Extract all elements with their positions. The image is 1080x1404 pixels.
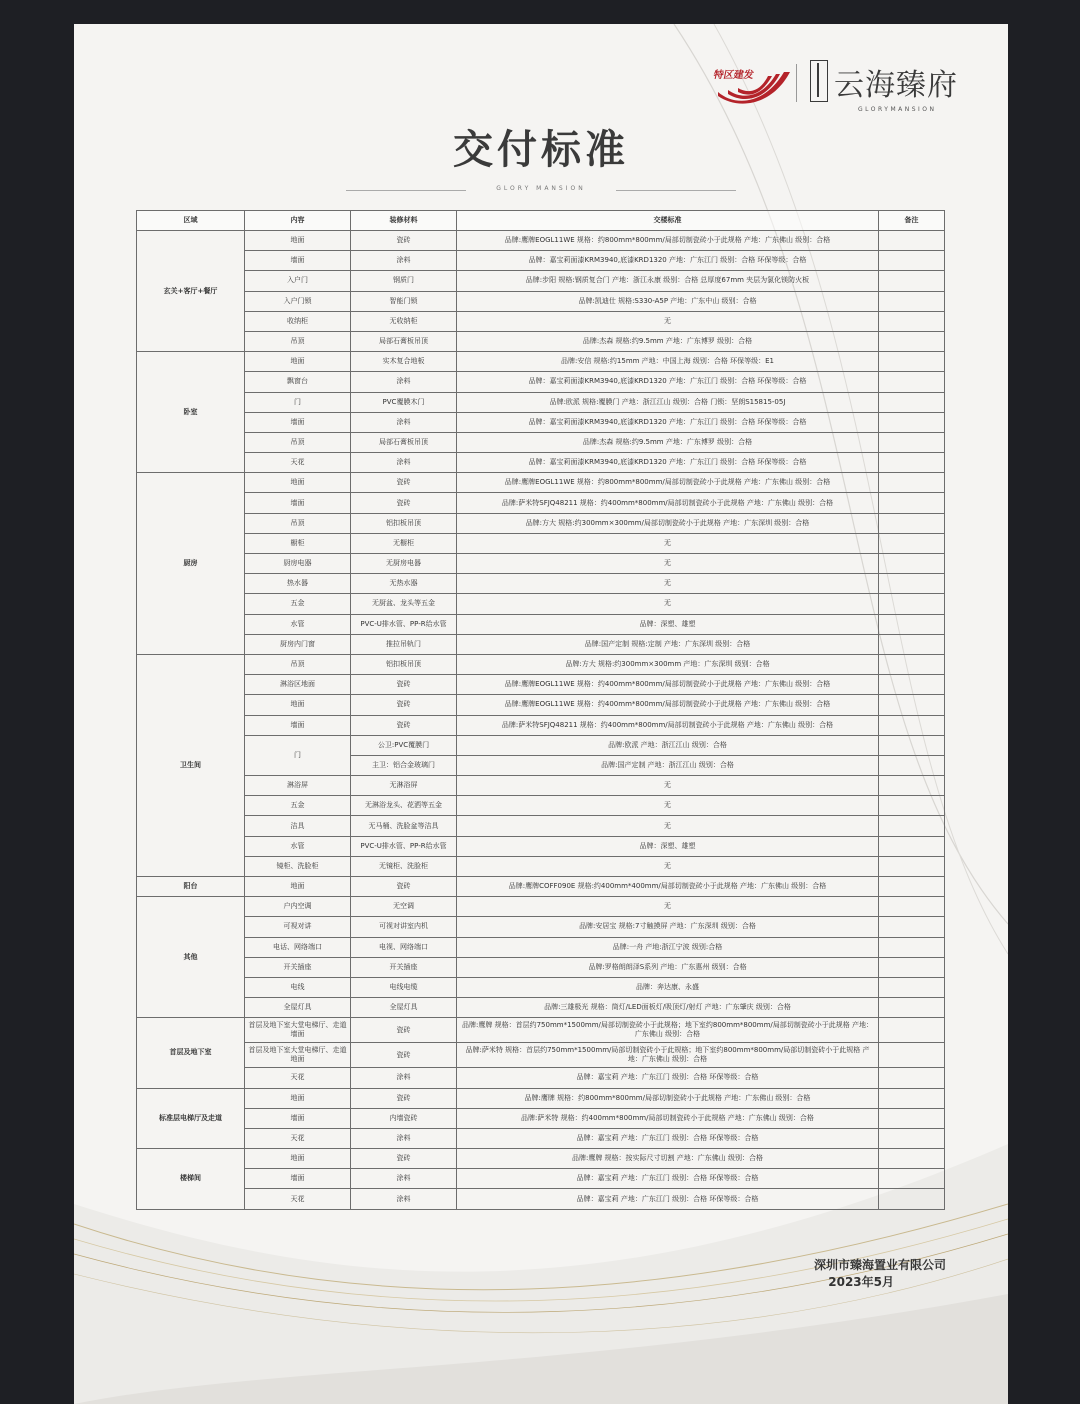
material-cell: 涂料: [351, 1189, 457, 1209]
standard-cell: 无: [457, 533, 879, 553]
material-cell: 涂料: [351, 1128, 457, 1148]
standard-cell: 无: [457, 554, 879, 574]
header-standard: 交楼标准: [457, 211, 879, 231]
material-cell: 局部石膏板吊顶: [351, 331, 457, 351]
table-row: [137, 654, 945, 674]
area-cell: 厨房: [137, 473, 245, 655]
standard-cell: 品牌：奔达康、永盛: [457, 977, 879, 997]
remarks-cell: [879, 735, 945, 755]
content-cell: 吊顶: [245, 513, 351, 533]
table-row: [137, 554, 945, 574]
standard-cell: 品牌:方大 规格:约300mm×300mm 产地：广东深圳 级别：合格: [457, 654, 879, 674]
table-row: [137, 836, 945, 856]
material-cell: 瓷砖: [351, 231, 457, 251]
standard-cell: 品牌:欧派 产地：浙江江山 级别：合格: [457, 735, 879, 755]
remarks-cell: [879, 1043, 945, 1068]
remarks-cell: [879, 1108, 945, 1128]
delivery-standard-table-wrapper: [136, 210, 946, 1210]
content-cell: 墙面: [245, 493, 351, 513]
material-cell: 无收纳柜: [351, 311, 457, 331]
standard-cell: 品牌:方大 规格:约300mm×300mm/局部切制瓷砖小于此规格 产地：广东深圳 级别：合格: [457, 513, 879, 533]
standard-cell: 品牌：嘉宝莉 产地：广东江门 级别：合格 环保等级：合格: [457, 1189, 879, 1209]
standard-cell: 品牌:鹰牌 规格：约800mm*800mm/局部切制瓷砖小于此规格 产地：广东佛山 级别：合格: [457, 1088, 879, 1108]
content-cell: 墙面: [245, 251, 351, 271]
standard-cell: 品牌:鹰牌EOGL11WE 规格：约400mm*800mm/局部切制瓷砖小于此规格 产地：广东佛山 级别：合格: [457, 695, 879, 715]
remarks-cell: [879, 271, 945, 291]
content-cell: 淋浴区地面: [245, 675, 351, 695]
table-header-row: [137, 211, 945, 231]
area-cell: 标准层电梯厅及走道: [137, 1088, 245, 1149]
standard-cell: 品牌：嘉宝莉面漆KRM3940,底漆KRD1320 产地：广东江门 级别：合格 环保等级：合格: [457, 372, 879, 392]
content-cell: 墙面: [245, 412, 351, 432]
standard-cell: 品牌:鹰牌EOGL11WE 规格：约800mm*800mm/局部切制瓷砖小于此规格 产地：广东佛山 级别：合格: [457, 473, 879, 493]
remarks-cell: [879, 1018, 945, 1043]
material-cell: 瓷砖: [351, 1043, 457, 1068]
material-cell: 智能门锁: [351, 291, 457, 311]
standard-cell: 无: [457, 856, 879, 876]
material-cell: 开关插座: [351, 957, 457, 977]
remarks-cell: [879, 574, 945, 594]
content-cell: 入户门锁: [245, 291, 351, 311]
remarks-cell: [879, 715, 945, 735]
table-row: [137, 1088, 945, 1108]
content-cell: 地面: [245, 473, 351, 493]
material-cell: 瓷砖: [351, 1088, 457, 1108]
table-row: [137, 816, 945, 836]
content-cell: 吊顶: [245, 654, 351, 674]
table-row: [137, 291, 945, 311]
material-cell: 瓷砖: [351, 493, 457, 513]
content-cell: 可视对讲: [245, 917, 351, 937]
table-row: [137, 735, 945, 755]
content-cell: 门: [245, 735, 351, 775]
content-cell: 镜柜、洗脸柜: [245, 856, 351, 876]
remarks-cell: [879, 392, 945, 412]
remarks-cell: [879, 654, 945, 674]
remarks-cell: [879, 1149, 945, 1169]
remarks-cell: [879, 917, 945, 937]
remarks-cell: [879, 453, 945, 473]
table-row: [137, 311, 945, 331]
area-cell: 卧室: [137, 352, 245, 473]
content-cell: 门: [245, 392, 351, 412]
standard-cell: 品牌:鹰牌COFF090E 规格:约400mm*400mm/局部切制瓷砖小于此规格 产地：广东佛山 级别：合格: [457, 877, 879, 897]
project-logo: [810, 60, 1000, 120]
table-row: [137, 1108, 945, 1128]
table-row: [137, 392, 945, 412]
delivery-standard-table: [136, 210, 945, 1210]
material-cell: PVC-U排水管、PP-R给水管: [351, 836, 457, 856]
material-cell: 瓷砖: [351, 1018, 457, 1043]
table-row: [137, 453, 945, 473]
remarks-cell: [879, 1189, 945, 1209]
material-cell: PVC覆膜木门: [351, 392, 457, 412]
remarks-cell: [879, 755, 945, 775]
table-row: [137, 937, 945, 957]
material-cell: 铝扣板吊顶: [351, 513, 457, 533]
table-row: [137, 776, 945, 796]
company-name: 深圳市臻海置业有限公司: [813, 1258, 946, 1272]
area-cell: 卫生间: [137, 654, 245, 876]
content-cell: 电话、网络端口: [245, 937, 351, 957]
header-area: 区域: [137, 211, 245, 231]
standard-cell: 品牌:凯迪仕 规格:S330-A5P 产地：广东中山 级别：合格: [457, 291, 879, 311]
material-cell: 无淋浴龙头、花洒等五金: [351, 796, 457, 816]
table-row: [137, 917, 945, 937]
standard-cell: 品牌:欧派 规格:覆膜门 产地：浙江江山 级别：合格 门锁：坚朗S15815-05J: [457, 392, 879, 412]
content-cell: 洁具: [245, 816, 351, 836]
developer-logo: [714, 62, 800, 108]
standard-cell: 品牌:萨米特 规格：约400mm*800mm/局部切制瓷砖小于此规格 产地：广东佛山 级别：合格: [457, 1108, 879, 1128]
header-material: 装修材料: [351, 211, 457, 231]
material-cell: 涂料: [351, 453, 457, 473]
area-cell: 玄关+客厅+餐厅: [137, 231, 245, 352]
remarks-cell: [879, 412, 945, 432]
subtitle: GLORY MANSION: [496, 185, 586, 192]
standard-cell: 品牌：嘉宝莉面漆KRM3940,底漆KRD1320 产地：广东江门 级别：合格 环保等级：合格: [457, 453, 879, 473]
standard-cell: 品牌:萨米特 规格：首层约750mm*1500mm/局部切制瓷砖小于此规格；地下室约800mm*800mm/局部切制瓷砖小于此规格 产地：广东佛山 级别：合格: [457, 1043, 879, 1068]
content-cell: 地面: [245, 1088, 351, 1108]
material-cell: 涂料: [351, 1169, 457, 1189]
material-cell: 局部石膏板吊顶: [351, 432, 457, 452]
standard-cell: 品牌：深塑、雄塑: [457, 614, 879, 634]
material-cell: 无淋浴屏: [351, 776, 457, 796]
standard-cell: 品牌:国产定制 规格:定制 产地：广东深圳 级别：合格: [457, 634, 879, 654]
table-row: [137, 574, 945, 594]
table-row: [137, 251, 945, 271]
remarks-cell: [879, 998, 945, 1018]
content-cell: 地面: [245, 877, 351, 897]
table-row: [137, 372, 945, 392]
remarks-cell: [879, 331, 945, 351]
content-cell: 入户门: [245, 271, 351, 291]
remarks-cell: [879, 493, 945, 513]
remarks-cell: [879, 856, 945, 876]
table-row: [137, 331, 945, 351]
remarks-cell: [879, 513, 945, 533]
table-row: [137, 473, 945, 493]
remarks-cell: [879, 957, 945, 977]
area-cell: 其他: [137, 897, 245, 1018]
material-cell: 无空调: [351, 897, 457, 917]
material-cell: 瓷砖: [351, 675, 457, 695]
material-cell: 全屋灯具: [351, 998, 457, 1018]
material-cell: 实木复合地板: [351, 352, 457, 372]
material-cell: 涂料: [351, 251, 457, 271]
page-title: 交付标准: [453, 127, 629, 173]
remarks-cell: [879, 372, 945, 392]
remarks-cell: [879, 977, 945, 997]
remarks-cell: [879, 675, 945, 695]
remarks-cell: [879, 1128, 945, 1148]
remarks-cell: [879, 554, 945, 574]
remarks-cell: [879, 432, 945, 452]
content-cell: 墙面: [245, 1108, 351, 1128]
standard-cell: 品牌：嘉宝莉 产地：广东江门 级别：合格 环保等级：合格: [457, 1068, 879, 1088]
material-cell: 无厨房电器: [351, 554, 457, 574]
material-cell: 钢质门: [351, 271, 457, 291]
content-cell: 天花: [245, 1128, 351, 1148]
content-cell: 地面: [245, 352, 351, 372]
content-cell: 五金: [245, 796, 351, 816]
remarks-cell: [879, 836, 945, 856]
material-cell: 无镜柜、洗脸柜: [351, 856, 457, 876]
table-row: [137, 897, 945, 917]
content-cell: 墙面: [245, 1169, 351, 1189]
material-cell: 瓷砖: [351, 1149, 457, 1169]
issue-date: 2023年5月: [828, 1275, 894, 1289]
standard-cell: 品牌:安居宝 规格:7寸触摸屏 产地：广东深圳 级别：合格: [457, 917, 879, 937]
content-cell: 水管: [245, 614, 351, 634]
standard-cell: 品牌:萨米特SFJQ48211 规格：约400mm*800mm/局部切制瓷砖小于此规格 产地：广东佛山 级别：合格: [457, 493, 879, 513]
table-row: [137, 856, 945, 876]
standard-cell: 无: [457, 816, 879, 836]
content-cell: 橱柜: [245, 533, 351, 553]
table-row: [137, 1043, 945, 1068]
remarks-cell: [879, 1068, 945, 1088]
header-remarks: 备注: [879, 211, 945, 231]
remarks-cell: [879, 291, 945, 311]
content-cell: 首层及地下室大堂电梯厅、走道地面: [245, 1043, 351, 1068]
area-cell: 阳台: [137, 877, 245, 897]
table-row: [137, 1128, 945, 1148]
content-cell: 墙面: [245, 715, 351, 735]
content-cell: 热水器: [245, 574, 351, 594]
content-cell: 地面: [245, 231, 351, 251]
table-row: [137, 352, 945, 372]
standard-cell: 品牌:杰森 规格:约9.5mm 产地：广东博罗 级别：合格: [457, 331, 879, 351]
table-row: [137, 1149, 945, 1169]
remarks-cell: [879, 1169, 945, 1189]
content-cell: 地面: [245, 1149, 351, 1169]
material-cell: 涂料: [351, 412, 457, 432]
material-cell: 无马桶、洗脸盆等洁具: [351, 816, 457, 836]
content-cell: 户内空调: [245, 897, 351, 917]
material-cell: 电线电缆: [351, 977, 457, 997]
content-cell: 淋浴屏: [245, 776, 351, 796]
standard-cell: 无: [457, 796, 879, 816]
material-cell: 涂料: [351, 1068, 457, 1088]
remarks-cell: [879, 695, 945, 715]
standard-cell: 品牌：嘉宝莉面漆KRM3940,底漆KRD1320 产地：广东江门 级别：合格 环保等级：合格: [457, 412, 879, 432]
standard-cell: 品牌:一舟 产地:浙江宁波 级别:合格: [457, 937, 879, 957]
standard-cell: 品牌:安信 规格:约15mm 产地：中国上海 级别：合格 环保等级：E1: [457, 352, 879, 372]
standard-cell: 品牌:步阳 规格:钢质复合门 产地：浙江永康 级别：合格 总厚度67mm 夹层为氯化镁防火板: [457, 271, 879, 291]
content-cell: 天花: [245, 1189, 351, 1209]
standard-cell: 品牌:罗格朗朗泽S系列 产地：广东惠州 级别：合格: [457, 957, 879, 977]
table-row: [137, 493, 945, 513]
standard-cell: 品牌:鹰牌 规格：按实际尺寸切割 产地：广东佛山 级别：合格: [457, 1149, 879, 1169]
developer-logo-text: 特区建发: [712, 70, 755, 81]
table-row: [137, 614, 945, 634]
standard-cell: 品牌：嘉宝莉 产地：广东江门 级别：合格 环保等级：合格: [457, 1169, 879, 1189]
header-content: 内容: [245, 211, 351, 231]
material-cell: 可视对讲室内机: [351, 917, 457, 937]
table-row: [137, 271, 945, 291]
table-row: [137, 432, 945, 452]
standard-cell: 品牌:鹰牌EOGL11WE 规格：约400mm*800mm/局部切制瓷砖小于此规格 产地：广东佛山 级别：合格: [457, 675, 879, 695]
content-cell: 开关插座: [245, 957, 351, 977]
material-cell: PVC-U排水管、PP-R给水管: [351, 614, 457, 634]
table-row: [137, 998, 945, 1018]
project-name: 云海臻府: [834, 68, 958, 103]
remarks-cell: [879, 937, 945, 957]
material-cell: 瓷砖: [351, 715, 457, 735]
standard-cell: 无: [457, 776, 879, 796]
content-cell: 地面: [245, 695, 351, 715]
area-cell: 楼梯间: [137, 1149, 245, 1210]
remarks-cell: [879, 594, 945, 614]
table-row: [137, 412, 945, 432]
material-cell: 瓷砖: [351, 695, 457, 715]
standard-cell: 无: [457, 574, 879, 594]
content-cell: 天花: [245, 1068, 351, 1088]
content-cell: 收纳柜: [245, 311, 351, 331]
table-row: [137, 675, 945, 695]
remarks-cell: [879, 231, 945, 251]
material-cell: 无热水器: [351, 574, 457, 594]
standard-cell: 品牌:国产定制 产地：浙江江山 级别：合格: [457, 755, 879, 775]
material-cell: 公卫:PVC覆膜门: [351, 735, 457, 755]
table-row: [137, 594, 945, 614]
standard-cell: 品牌:鹰牌 规格：首层约750mm*1500mm/局部切制瓷砖小于此规格；地下室约800mm*800mm/局部切制瓷砖小于此规格 产地：广东佛山 级别：合格: [457, 1018, 879, 1043]
content-cell: 天花: [245, 453, 351, 473]
material-cell: 瓷砖: [351, 473, 457, 493]
remarks-cell: [879, 796, 945, 816]
table-row: [137, 634, 945, 654]
content-cell: 厨房内门窗: [245, 634, 351, 654]
area-cell: 首层及地下室: [137, 1018, 245, 1088]
table-row: [137, 957, 945, 977]
table-row: [137, 977, 945, 997]
remarks-cell: [879, 614, 945, 634]
table-row: [137, 796, 945, 816]
remarks-cell: [879, 634, 945, 654]
remarks-cell: [879, 1088, 945, 1108]
standard-cell: 品牌：嘉宝莉 产地：广东江门 级别：合格 环保等级：合格: [457, 1128, 879, 1148]
material-cell: 无厨盆、龙头等五金: [351, 594, 457, 614]
material-cell: 推拉吊轨门: [351, 634, 457, 654]
material-cell: 瓷砖: [351, 877, 457, 897]
standard-cell: 品牌:鹰牌EOGL11WE 规格：约800mm*800mm/局部切制瓷砖小于此规格 产地：广东佛山 级别：合格: [457, 231, 879, 251]
table-row: [137, 695, 945, 715]
logo-divider: [796, 64, 797, 102]
content-cell: 飘窗台: [245, 372, 351, 392]
remarks-cell: [879, 816, 945, 836]
content-cell: 吊顶: [245, 331, 351, 351]
material-cell: 涂料: [351, 372, 457, 392]
content-cell: 水管: [245, 836, 351, 856]
standard-cell: 品牌：深塑、雄塑: [457, 836, 879, 856]
remarks-cell: [879, 533, 945, 553]
material-cell: 无橱柜: [351, 533, 457, 553]
table-row: [137, 1068, 945, 1088]
table-row: [137, 533, 945, 553]
content-cell: 厨房电器: [245, 554, 351, 574]
material-cell: 电视、网络端口: [351, 937, 457, 957]
table-row: [137, 1169, 945, 1189]
content-cell: 吊顶: [245, 432, 351, 452]
standard-cell: 无: [457, 897, 879, 917]
remarks-cell: [879, 311, 945, 331]
table-row: [137, 1189, 945, 1209]
project-english-name: GLORYMANSION: [858, 106, 937, 113]
table-row: [137, 715, 945, 735]
remarks-cell: [879, 352, 945, 372]
content-cell: 五金: [245, 594, 351, 614]
table-row: [137, 231, 945, 251]
content-cell: 电线: [245, 977, 351, 997]
subtitle-rule: [346, 183, 736, 197]
standard-cell: 无: [457, 311, 879, 331]
table-row: [137, 513, 945, 533]
standard-cell: 品牌:杰森 规格:约9.5mm 产地：广东博罗 级别：合格: [457, 432, 879, 452]
material-cell: 主卫：铝合金玻璃门: [351, 755, 457, 775]
remarks-cell: [879, 776, 945, 796]
table-row: [137, 1018, 945, 1043]
remarks-cell: [879, 251, 945, 271]
content-cell: 首层及地下室大堂电梯厅、走道墙面: [245, 1018, 351, 1043]
material-cell: 铝扣板吊顶: [351, 654, 457, 674]
table-row: [137, 877, 945, 897]
table-body: [137, 231, 945, 1210]
project-monogram-icon: [810, 60, 828, 102]
remarks-cell: [879, 877, 945, 897]
document-sheet: [74, 24, 1008, 1404]
content-cell: 全屋灯具: [245, 998, 351, 1018]
standard-cell: 品牌：嘉宝莉面漆KRM3940,底漆KRD1320 产地：广东江门 级别：合格 环保等级：合格: [457, 251, 879, 271]
standard-cell: 品牌:萨米特SFJQ48211 规格：约400mm*800mm/局部切制瓷砖小于此规格 产地：广东佛山 级别：合格: [457, 715, 879, 735]
standard-cell: 品牌:三雄极光 规格：筒灯/LED面板灯/吸顶灯/射灯 产地：广东肇庆 级别：合格: [457, 998, 879, 1018]
material-cell: 内墙瓷砖: [351, 1108, 457, 1128]
remarks-cell: [879, 897, 945, 917]
remarks-cell: [879, 473, 945, 493]
standard-cell: 无: [457, 594, 879, 614]
